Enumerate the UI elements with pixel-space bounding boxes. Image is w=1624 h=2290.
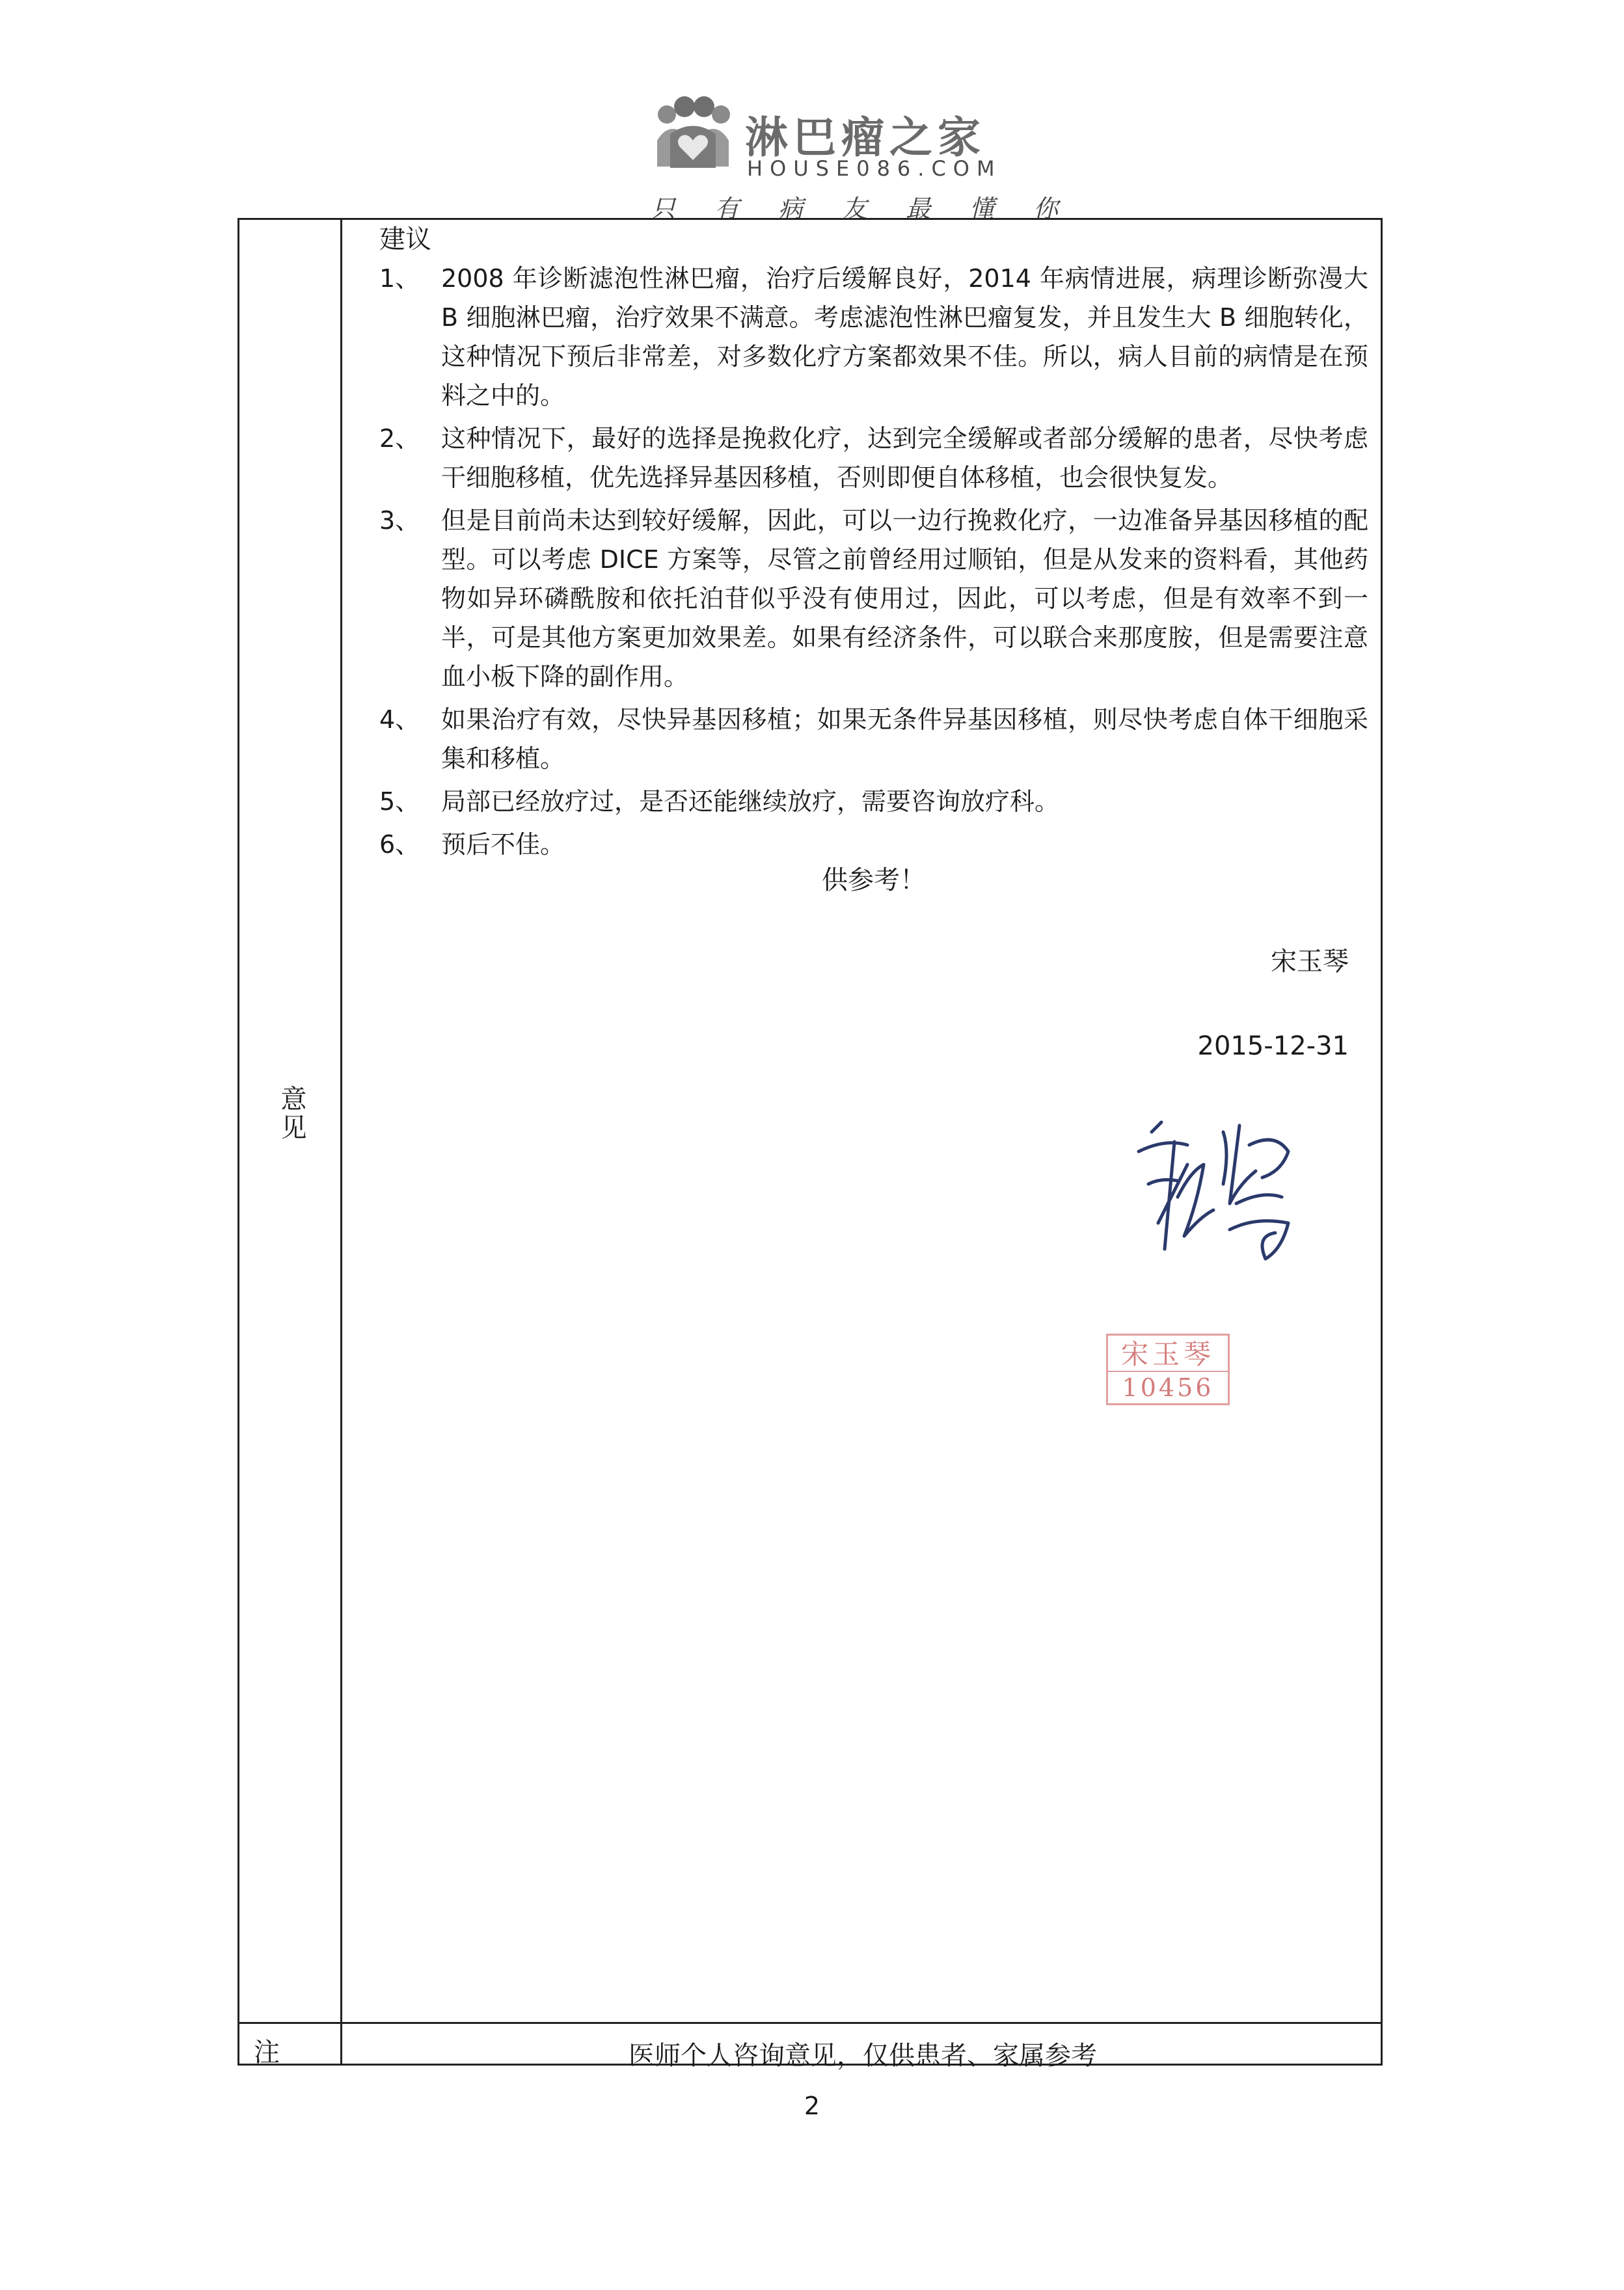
site-url: HOUSE086.COM bbox=[747, 156, 1002, 181]
list-item bbox=[379, 700, 1368, 778]
item-text: 如果治疗有效，尽快异基因移植；如果无条件异基因移植，则尽快考虑自体干细胞采集和移植。 bbox=[441, 705, 1368, 773]
list-item bbox=[379, 825, 1368, 864]
recommendation-list bbox=[379, 259, 1368, 868]
list-item bbox=[379, 419, 1368, 497]
opinion-date: 2015-12-31 bbox=[1197, 1031, 1349, 1061]
item-number: 6、 bbox=[379, 830, 420, 859]
item-number: 1、 bbox=[379, 264, 420, 293]
item-number: 3、 bbox=[379, 506, 420, 535]
site-slogan: 只有病友最懂你 bbox=[651, 195, 1098, 223]
seal-name: 宋玉琴 bbox=[1108, 1338, 1228, 1372]
item-text: 预后不佳。 bbox=[441, 830, 565, 859]
column-divider bbox=[340, 220, 342, 2064]
item-number: 5、 bbox=[379, 787, 420, 816]
list-item bbox=[379, 259, 1368, 415]
item-text: 但是目前尚未达到较好缓解，因此，可以一边行挽救化疗，一边准备异基因移植的配型。可以考虑 DICE 方案等，尽管之前曾经用过顺铂，但是从发来的资料看，其他药物如异环磷酰胺和依托泊苷似乎没有使用过，因此，可以考虑，但是有效率不到一半，可是其他方案更加效果差。如果有经济条件，可以联合来那度胺，但是需要注意血小板下降的副作用。 bbox=[441, 506, 1368, 691]
row-divider bbox=[239, 2022, 1381, 2024]
page-number: 2 bbox=[804, 2092, 820, 2120]
item-text: 局部已经放疗过，是否还能继续放疗，需要咨询放疗科。 bbox=[441, 787, 1060, 816]
people-heart-icon bbox=[651, 95, 735, 173]
opinion-label bbox=[265, 1085, 318, 1150]
doctor-name: 宋玉琴 bbox=[1271, 947, 1349, 977]
item-text: 2008 年诊断滤泡性淋巴瘤，治疗后缓解良好，2014 年病情进展，病理诊断弥漫大 B 细胞淋巴瘤，治疗效果不满意。考虑滤泡性淋巴瘤复发，并且发生大 B 细胞转化，这种情况下预后非常差，对多数化疗方案都效果不佳。所以，病人目前的病情是在预料之中的。 bbox=[441, 264, 1368, 410]
note-label: 注 bbox=[254, 2038, 280, 2068]
note-text: 医师个人咨询意见，仅供患者、家属参考 bbox=[629, 2041, 1097, 2071]
item-number: 2、 bbox=[379, 424, 420, 453]
opinion-label-text: 意见 bbox=[277, 1085, 306, 1142]
closing-remark: 供参考！ bbox=[822, 865, 926, 895]
handwritten-signature bbox=[1126, 1106, 1314, 1275]
item-text: 这种情况下，最好的选择是挽救化疗，达到完全缓解或者部分缓解的患者，尽快考虑干细胞移植，优先选择异基因移植，否则即便自体移植，也会很快复发。 bbox=[441, 424, 1368, 492]
seal-id: 10456 bbox=[1122, 1373, 1214, 1402]
site-name: 淋巴瘤之家 bbox=[745, 113, 986, 163]
opinion-heading: 建议 bbox=[379, 224, 431, 254]
doctor-seal bbox=[1106, 1334, 1230, 1405]
list-item bbox=[379, 501, 1368, 696]
list-item bbox=[379, 782, 1368, 821]
site-logo bbox=[651, 91, 1098, 223]
item-number: 4、 bbox=[379, 705, 420, 734]
